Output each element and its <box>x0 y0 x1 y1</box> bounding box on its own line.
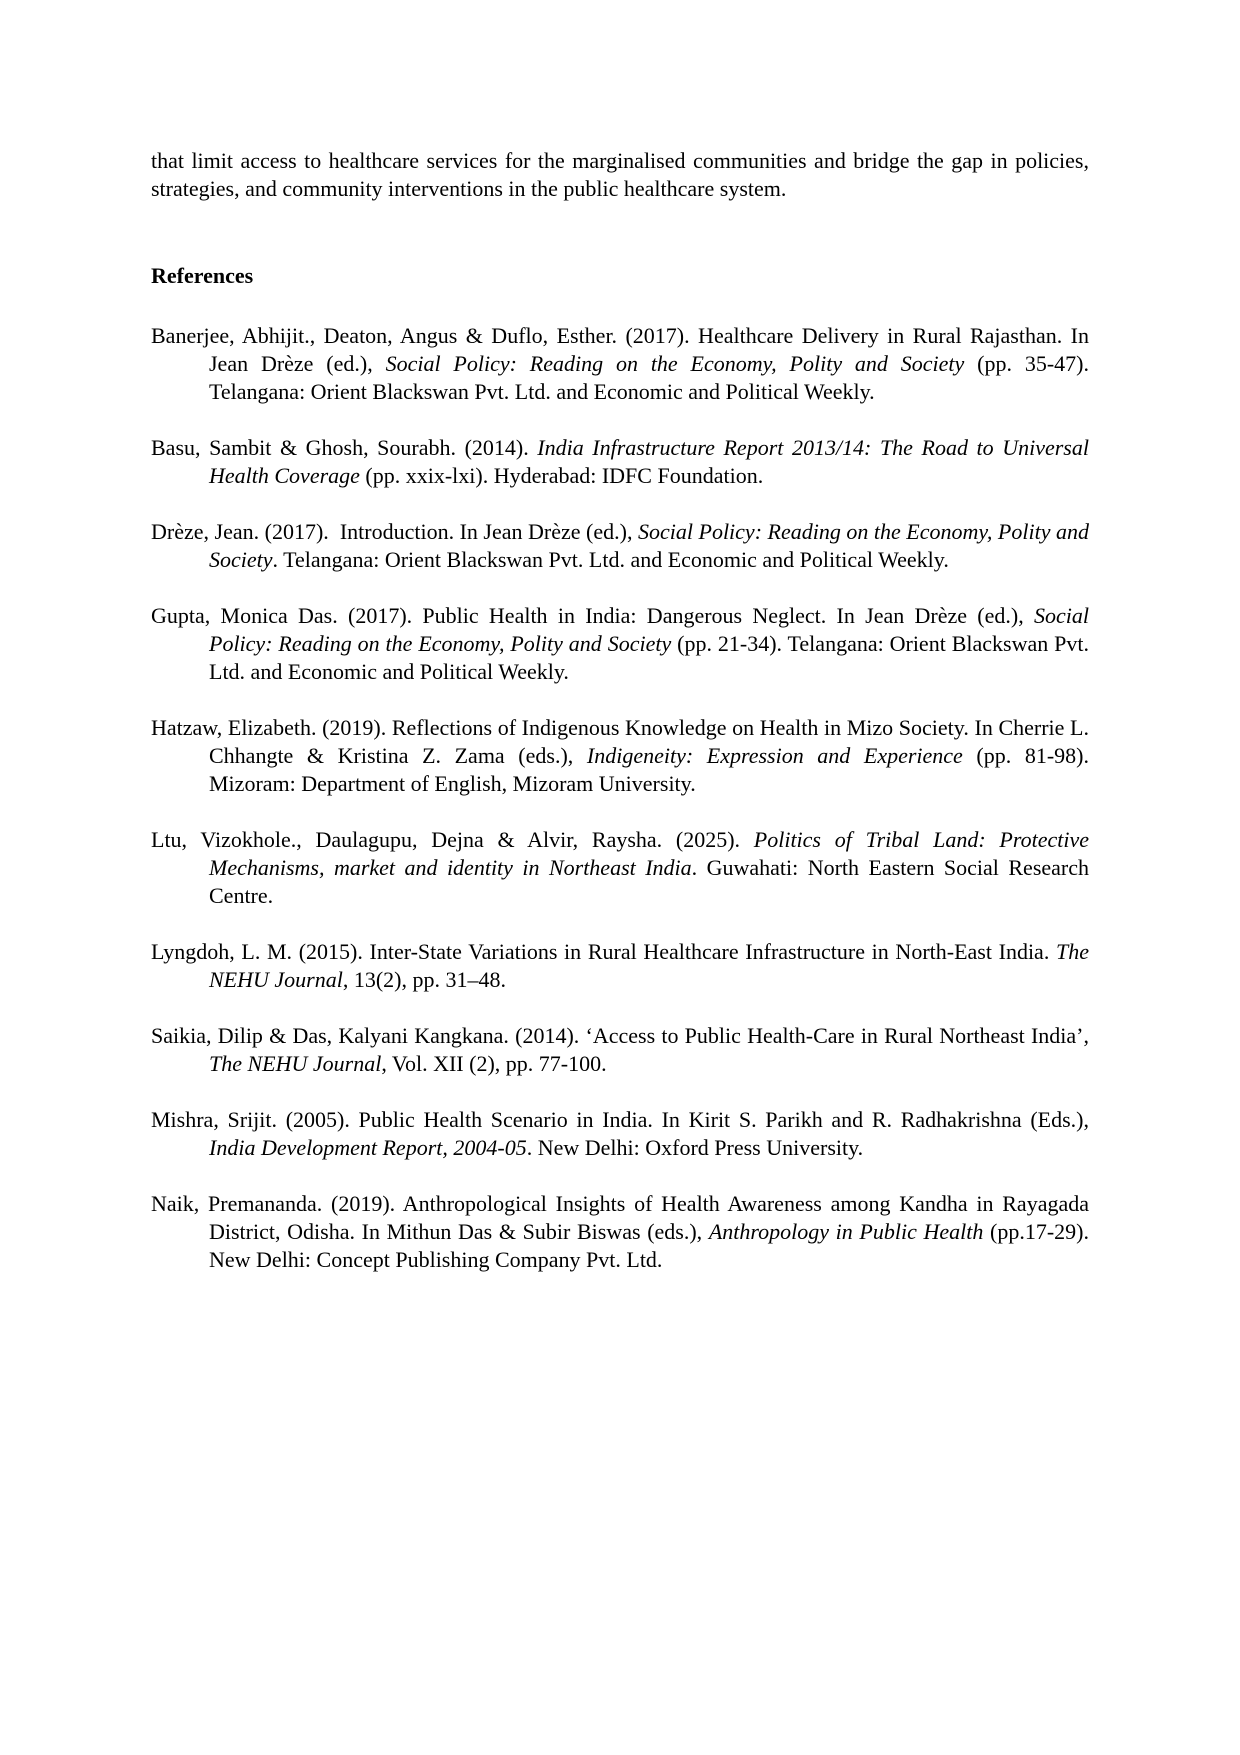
reference-text: Banerjee, Abhijit., Deaton, Angus & Duflo, Esther. (2017). Healthcare Delivery in Rural Rajasthan. In Jean Drèze (ed.), <box>151 323 1089 376</box>
reference-text: (pp. 35-47). Telangana: Orient Blackswan Pvt. Ltd. and Economic and Political Weekly. <box>209 351 1089 404</box>
reference-entry <box>151 1190 1089 1274</box>
reference-text: Naik, Premananda. (2019). Anthropological Insights of Health Awareness among Kandha in Rayagada District, Odisha. In Mithun Das & Subir Biswas (eds.), <box>151 1191 1089 1244</box>
reference-entry <box>151 1106 1089 1162</box>
reference-text: (pp. 21-34). Telangana: Orient Blackswan Pvt. Ltd. and Economic and Political Weekly. <box>209 631 1089 684</box>
reference-title-italic: Social Policy: Reading on the Economy, Polity and Society <box>209 519 1089 572</box>
reference-text: . Telangana: Orient Blackswan Pvt. Ltd. and Economic and Political Weekly. <box>272 547 949 572</box>
reference-text: Basu, Sambit & Ghosh, Sourabh. (2014). <box>151 435 538 460</box>
reference-text: (pp. 81-98). Mizoram: Department of English, Mizoram University. <box>209 743 1089 796</box>
reference-title-italic: Politics of Tribal Land: Protective Mechanisms, market and identity in Northeast India <box>209 827 1089 880</box>
reference-text: Gupta, Monica Das. (2017). Public Health in India: Dangerous Neglect. In Jean Drèze (ed.), <box>151 603 1034 628</box>
reference-entry <box>151 826 1089 910</box>
reference-title-italic: Indigeneity: Expression and Experience <box>586 743 963 768</box>
reference-title-italic: The NEHU Journal <box>209 939 1089 992</box>
reference-entry <box>151 322 1089 406</box>
reference-title-italic: India Infrastructure Report 2013/14: The Road to Universal Health Coverage <box>209 435 1089 488</box>
intro-paragraph: that limit access to healthcare services for the marginalised communities and bridge the gap in policies, strategies, and community interventions in the public healthcare system. <box>151 148 1089 201</box>
reference-text: (pp.17-29). New Delhi: Concept Publishing Company Pvt. Ltd. <box>209 1219 1090 1272</box>
reference-title-italic: Social Policy: Reading on the Economy, Polity and Society <box>385 351 965 376</box>
reference-entry <box>151 518 1089 574</box>
reference-text: Hatzaw, Elizabeth. (2019). Reflections of Indigenous Knowledge on Health in Mizo Society. In Cherrie L. Chhangte & Kristina Z. Zama (eds.), <box>151 715 1089 768</box>
references-list <box>151 322 1089 1274</box>
reference-text: Ltu, Vizokhole., Daulagupu, Dejna & Alvir, Raysha. (2025). <box>151 827 754 852</box>
reference-title-italic: Anthropology in Public Health <box>708 1219 984 1244</box>
reference-title-italic: India Development Report, 2004-05 <box>209 1135 527 1160</box>
reference-text: Lyngdoh, L. M. (2015). Inter-State Variations in Rural Healthcare Infrastructure in North-East India. <box>151 939 1056 964</box>
reference-entry <box>151 938 1089 994</box>
reference-title-italic: Social Policy: Reading on the Economy, Polity and Society <box>209 603 1089 656</box>
reference-text: . Guwahati: North Eastern Social Research Centre. <box>209 855 1090 908</box>
reference-text: . New Delhi: Oxford Press University. <box>526 1135 864 1160</box>
reference-entry <box>151 602 1089 686</box>
reference-text: , 13(2), pp. 31–48. <box>342 967 506 992</box>
references-heading: References <box>151 263 254 288</box>
reference-text: Saikia, Dilip & Das, Kalyani Kangkana. (2014). ‘Access to Public Health-Care in Rural Northeast India’, <box>151 1023 1089 1048</box>
reference-entry <box>151 434 1089 490</box>
reference-entry <box>151 714 1089 798</box>
reference-title-italic: The NEHU Journal <box>209 1051 382 1076</box>
reference-text: Mishra, Srijit. (2005). Public Health Scenario in India. In Kirit S. Parikh and R. Radhakrishna (Eds.), <box>151 1107 1089 1132</box>
reference-text: , Vol. XII (2), pp. 77-100. <box>381 1051 607 1076</box>
reference-entry <box>151 1022 1089 1078</box>
reference-text: (pp. xxix-lxi). Hyderabad: IDFC Foundation. <box>359 463 764 488</box>
reference-text: Drèze, Jean. (2017). Introduction. In Jean Drèze (ed.), <box>151 519 638 544</box>
